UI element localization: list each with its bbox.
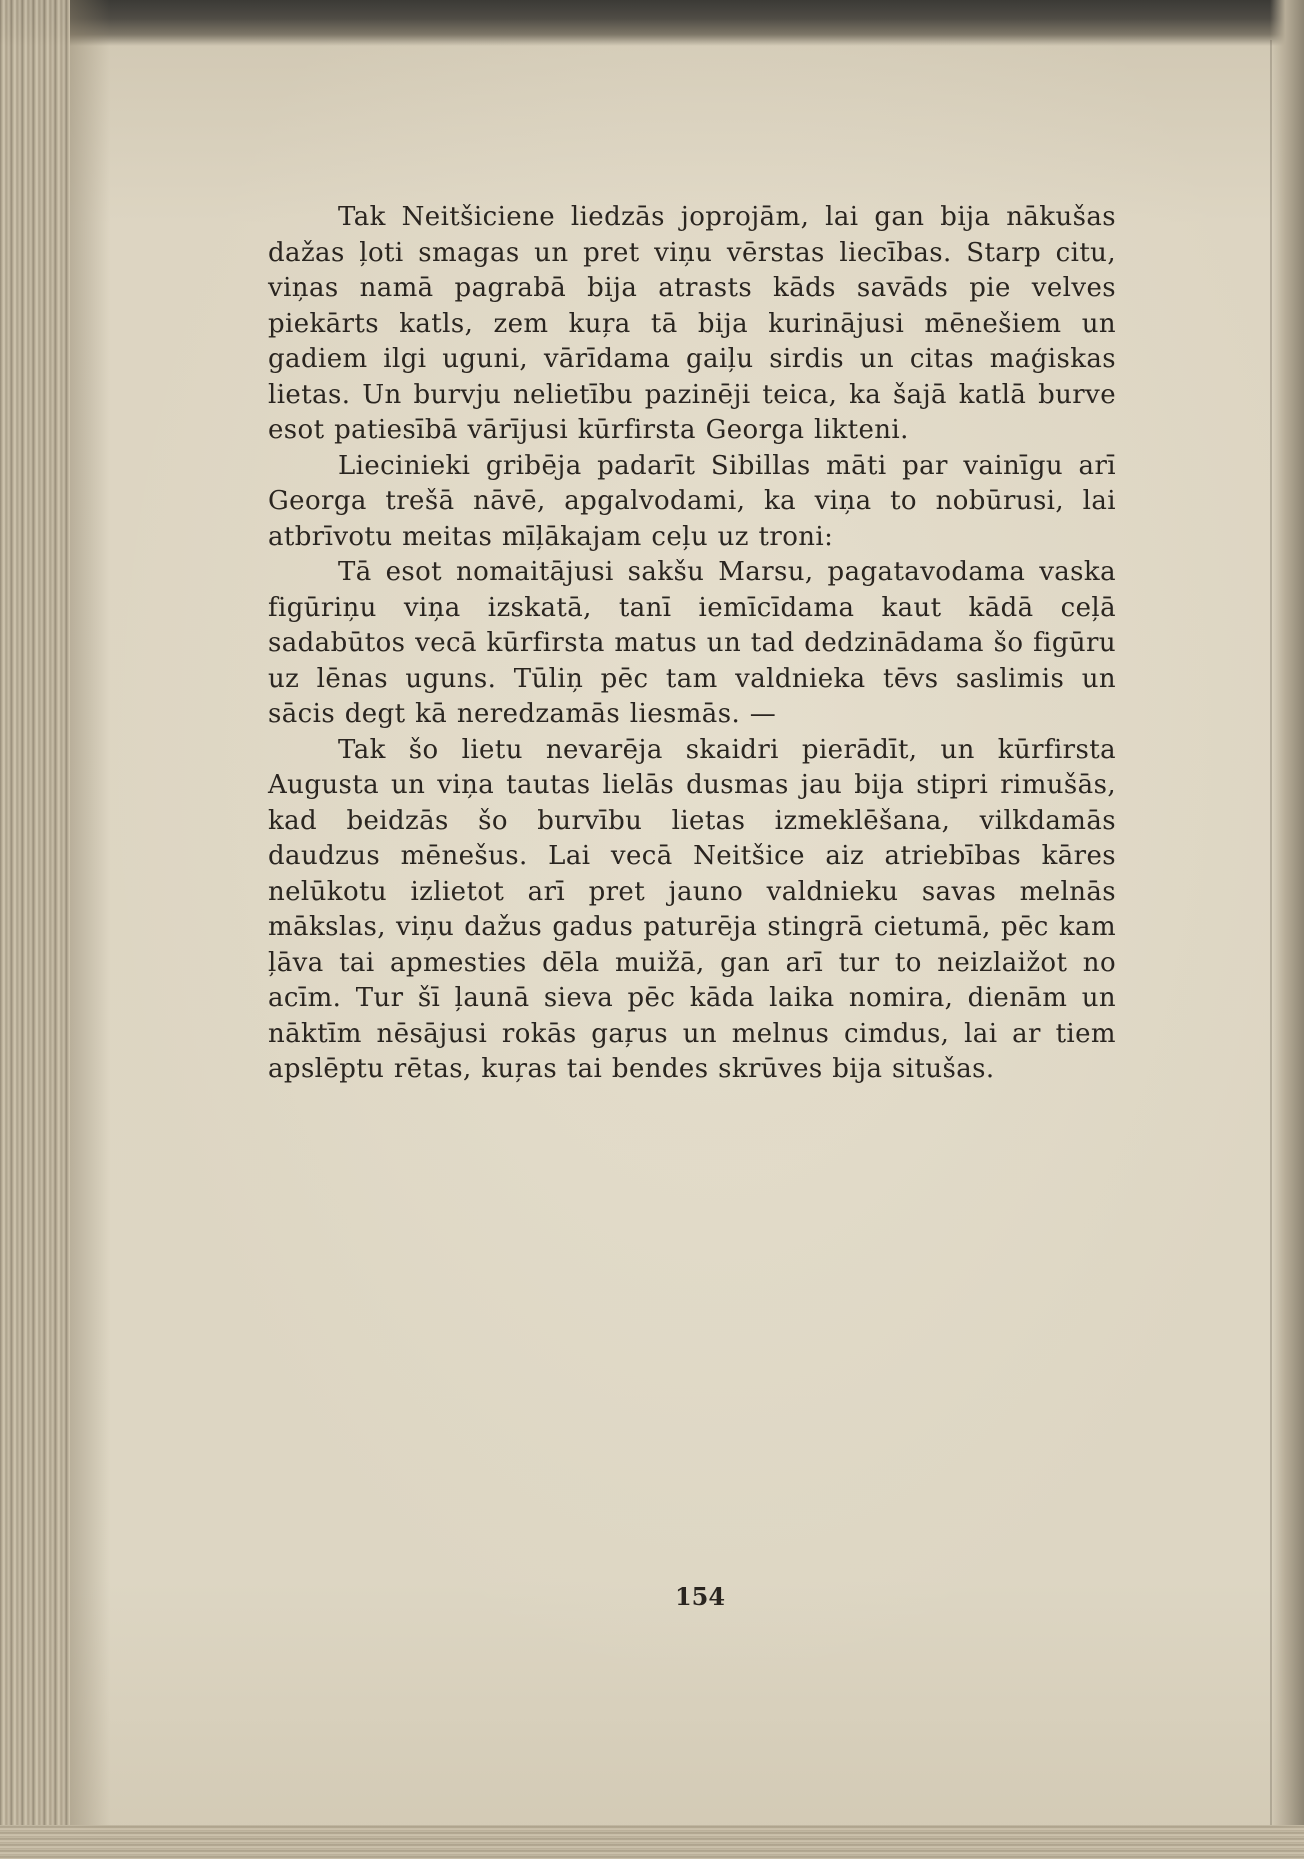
paragraph-3: Tā esot nomaitājusi sakšu Marsu, pagatavodama vaska figūriņu viņa izskatā, tanī iemīcīdama kaut kādā ceļā sadabūtos vecā kūrfirsta matus un tad dedzinādama šo figūru uz lēnas uguns. Tūliņ pēc tam valdnieka tēvs saslimis un sācis degt kā neredzamās liesmās. — bbox=[268, 557, 1116, 729]
paragraph-2: Liecinieki gribēja padarīt Sibillas māti par vainīgu arī Georga trešā nāvē, apgalvodami, ka viņa to nobūrusi, lai atbrīvotu meitas mīļākajam ceļu uz troni: bbox=[268, 450, 1116, 552]
top-binding-edge bbox=[0, 0, 1304, 46]
paragraph-1: Tak Neitšiciene liedzās joprojām, lai gan bija nākušas dažas ļoti smagas un pret viņu vērstas liecības. Starp citu, viņas namā pagrabā bija atrasts kāds savāds pie velves piekārts katls, zem kuŗa tā bija kurinājusi mēnešiem un gadiem ilgi uguni, vārīdama gaiļu sirdis un citas maģiskas lietas. Un burvju nelietību pazinēji teica, ka šajā katlā burve esot patiesībā vārījusi kūrfirsta Georga likteni. bbox=[268, 202, 1116, 445]
bottom-page-stack-edge bbox=[0, 1825, 1304, 1859]
page-number: 154 bbox=[674, 1582, 726, 1611]
left-page-stack-edge bbox=[0, 0, 70, 1859]
body-text bbox=[268, 200, 1116, 1088]
gutter-shadow bbox=[70, 0, 110, 1859]
paragraph-4: Tak šo lietu nevarēja skaidri pierādīt, un kūrfirsta Augusta un viņa tautas lielās dusmas jau bija stipri rimušās, kad beidzās šo burvību lietas izmeklēšana, vilkdamās daudzus mēnešus. Lai vecā Neitšice aiz atriebības kāres nelūkotu izlietot arī pret jauno valdnieku savas melnās mākslas, viņu dažus gadus paturēja stingrā cietumā, pēc kam ļāva tai apmesties dēla muižā, gan arī tur to neizlaižot no acīm. Tur šī ļaunā sieva pēc kāda laika nomira, dienām un nāktīm nēsājusi rokās gaŗus un melnus cimdus, lai ar tiem apslēptu rētas, kuŗas tai bendes skrūves bija situšas. bbox=[268, 734, 1116, 1084]
right-page-edge bbox=[1270, 0, 1304, 1859]
